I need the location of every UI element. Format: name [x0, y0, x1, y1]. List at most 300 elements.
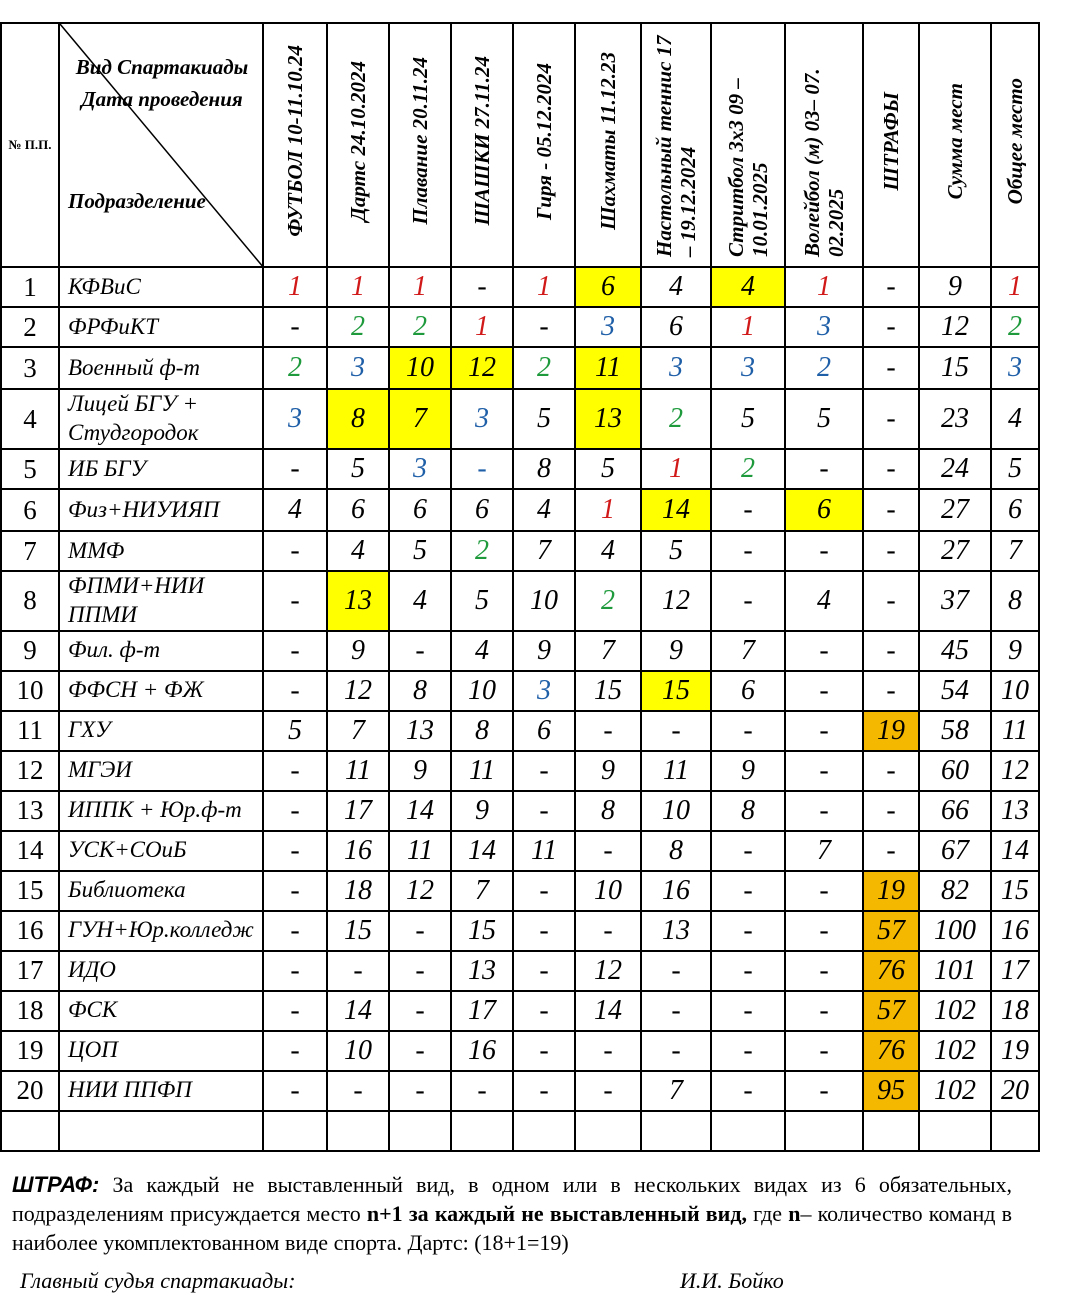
place-cell: - — [513, 951, 575, 991]
empty-cell — [919, 1111, 991, 1151]
place-cell: - — [263, 631, 327, 671]
place-cell: 9 — [991, 631, 1039, 671]
place-cell: 15 — [575, 671, 641, 711]
place-cell: - — [327, 951, 389, 991]
place-cell: 3 — [991, 347, 1039, 389]
place-cell: - — [263, 951, 327, 991]
place-cell: - — [785, 751, 863, 791]
place-cell: 4 — [263, 489, 327, 531]
place-cell: 6 — [641, 307, 711, 347]
place-cell: 14 — [327, 991, 389, 1031]
place-cell: - — [785, 991, 863, 1031]
table-row — [1, 671, 1039, 711]
place-cell: 2 — [641, 389, 711, 449]
place-cell: 3 — [575, 307, 641, 347]
place-cell: 19 — [863, 871, 919, 911]
place-cell: 76 — [863, 1031, 919, 1071]
place-cell: 17 — [327, 791, 389, 831]
place-cell: 7 — [711, 631, 785, 671]
row-number: 4 — [1, 389, 59, 449]
corner-header — [59, 23, 263, 267]
place-cell: 4 — [575, 531, 641, 571]
place-cell: 5 — [513, 389, 575, 449]
place-cell: 13 — [327, 571, 389, 631]
place-cell: 7 — [451, 871, 513, 911]
place-cell: - — [711, 831, 785, 871]
penalty-text-2: где — [746, 1201, 789, 1226]
place-cell: 11 — [991, 711, 1039, 751]
place-cell: 12 — [451, 347, 513, 389]
unit-name: МГЭИ — [59, 751, 263, 791]
unit-name: НИИ ППФП — [59, 1071, 263, 1111]
place-cell: - — [451, 449, 513, 489]
row-number: 16 — [1, 911, 59, 951]
place-cell: 13 — [991, 791, 1039, 831]
place-cell: - — [263, 791, 327, 831]
place-cell: 20 — [991, 1071, 1039, 1111]
place-cell: - — [513, 791, 575, 831]
place-cell: 2 — [711, 449, 785, 489]
place-cell: - — [711, 711, 785, 751]
place-cell: 14 — [451, 831, 513, 871]
sport-header: Шахматы 11.12.23 — [575, 23, 641, 267]
place-cell: 3 — [641, 347, 711, 389]
place-cell: 7 — [327, 711, 389, 751]
sport-header: Настольный теннис 17 – 19.12.2024 — [641, 23, 711, 267]
place-cell: - — [513, 911, 575, 951]
row-number: 8 — [1, 571, 59, 631]
place-cell: 100 — [919, 911, 991, 951]
table-row — [1, 1031, 1039, 1071]
place-cell: 12 — [389, 871, 451, 911]
place-cell: - — [513, 1071, 575, 1111]
place-cell: 4 — [785, 571, 863, 631]
place-cell: - — [711, 951, 785, 991]
place-cell: 1 — [641, 449, 711, 489]
place-cell: 8 — [641, 831, 711, 871]
empty-cell — [785, 1111, 863, 1151]
place-cell: 4 — [513, 489, 575, 531]
unit-name: ФПМИ+НИИ ППМИ — [59, 571, 263, 631]
empty-cell — [641, 1111, 711, 1151]
place-cell: 11 — [389, 831, 451, 871]
place-cell: - — [863, 571, 919, 631]
sport-header: ШАШКИ 27.11.24 — [451, 23, 513, 267]
unit-name: ИДО — [59, 951, 263, 991]
place-cell: 67 — [919, 831, 991, 871]
place-cell: 9 — [711, 751, 785, 791]
unit-name: Фил. ф-т — [59, 631, 263, 671]
place-cell: 2 — [785, 347, 863, 389]
place-cell: 15 — [641, 671, 711, 711]
place-cell: 8 — [711, 791, 785, 831]
penalty-text-1: За каждый не выставленный вид, в одном или в нескольких видах из 6 обязательных, подразделениям присуждается место — [12, 1172, 1012, 1226]
place-cell: 4 — [991, 389, 1039, 449]
table-row — [1, 571, 1039, 631]
row-number: 6 — [1, 489, 59, 531]
empty-cell — [513, 1111, 575, 1151]
table-row — [1, 711, 1039, 751]
place-cell: - — [863, 531, 919, 571]
unit-name: ФСК — [59, 991, 263, 1031]
place-cell: - — [641, 1031, 711, 1071]
place-cell: 15 — [451, 911, 513, 951]
place-cell: - — [451, 267, 513, 307]
empty-cell — [1, 1111, 59, 1151]
row-number: 13 — [1, 791, 59, 831]
place-cell: - — [863, 671, 919, 711]
place-cell: - — [785, 449, 863, 489]
row-number: 1 — [1, 267, 59, 307]
place-cell: 18 — [327, 871, 389, 911]
unit-name: ГХУ — [59, 711, 263, 751]
place-cell: 13 — [575, 389, 641, 449]
place-cell: - — [711, 871, 785, 911]
table-row — [1, 751, 1039, 791]
place-cell: 4 — [641, 267, 711, 307]
place-cell: 54 — [919, 671, 991, 711]
place-cell: 9 — [575, 751, 641, 791]
row-number: 3 — [1, 347, 59, 389]
place-cell: 11 — [327, 751, 389, 791]
row-number: 19 — [1, 1031, 59, 1071]
row-number: 11 — [1, 711, 59, 751]
penalty-text-bold: n+1 за каждый не выставленный вид, — [366, 1201, 747, 1226]
row-number: 17 — [1, 951, 59, 991]
place-cell: 19 — [991, 1031, 1039, 1071]
place-cell: 3 — [451, 389, 513, 449]
table-row — [1, 347, 1039, 389]
place-cell: 66 — [919, 791, 991, 831]
place-cell: 10 — [991, 671, 1039, 711]
row-number: 15 — [1, 871, 59, 911]
place-cell: - — [263, 307, 327, 347]
place-cell: - — [575, 831, 641, 871]
place-cell: 17 — [451, 991, 513, 1031]
place-cell: 12 — [991, 751, 1039, 791]
place-cell: 8 — [327, 389, 389, 449]
place-cell: - — [785, 911, 863, 951]
place-cell: 1 — [575, 489, 641, 531]
penalty-note — [12, 1170, 1012, 1257]
place-cell: 37 — [919, 571, 991, 631]
place-cell: 102 — [919, 1071, 991, 1111]
table-row — [1, 951, 1039, 991]
place-cell: 18 — [991, 991, 1039, 1031]
place-cell: 9 — [641, 631, 711, 671]
unit-name: КФВиС — [59, 267, 263, 307]
place-cell: 6 — [991, 489, 1039, 531]
sport-header: Стритбол 3х3 09 – 10.01.2025 — [711, 23, 785, 267]
place-cell: 3 — [513, 671, 575, 711]
corner-bottom-label: Подразделение — [68, 189, 206, 213]
place-cell: 5 — [785, 389, 863, 449]
sport-header: Волейбол (м) 03– 07. 02.2025 — [785, 23, 863, 267]
place-cell: 10 — [389, 347, 451, 389]
place-cell: 2 — [513, 347, 575, 389]
place-cell: 14 — [575, 991, 641, 1031]
place-cell: 7 — [785, 831, 863, 871]
place-cell: 45 — [919, 631, 991, 671]
place-cell: 27 — [919, 531, 991, 571]
empty-cell — [863, 1111, 919, 1151]
table-row — [1, 307, 1039, 347]
place-cell: 11 — [451, 751, 513, 791]
place-cell: 1 — [785, 267, 863, 307]
place-cell: 5 — [451, 571, 513, 631]
place-cell: 4 — [451, 631, 513, 671]
empty-cell — [327, 1111, 389, 1151]
unit-name: ММФ — [59, 531, 263, 571]
place-cell: - — [785, 711, 863, 751]
place-cell: 23 — [919, 389, 991, 449]
place-cell: 13 — [389, 711, 451, 751]
place-cell: 12 — [641, 571, 711, 631]
place-cell: 3 — [263, 389, 327, 449]
table-row — [1, 791, 1039, 831]
table-row — [1, 871, 1039, 911]
place-cell: 13 — [641, 911, 711, 951]
sum-header: Сумма мест — [919, 23, 991, 267]
place-cell: 2 — [263, 347, 327, 389]
empty-cell — [711, 1111, 785, 1151]
table-row — [1, 489, 1039, 531]
unit-name: Библиотека — [59, 871, 263, 911]
place-cell: 2 — [575, 571, 641, 631]
place-cell: - — [263, 571, 327, 631]
place-cell: 6 — [575, 267, 641, 307]
place-cell: 11 — [513, 831, 575, 871]
place-cell: - — [863, 347, 919, 389]
place-cell: 13 — [451, 951, 513, 991]
place-cell: 10 — [451, 671, 513, 711]
place-cell: 6 — [327, 489, 389, 531]
place-cell: 9 — [513, 631, 575, 671]
place-cell: 9 — [389, 751, 451, 791]
place-cell: 8 — [991, 571, 1039, 631]
table-row — [1, 267, 1039, 307]
place-cell: 58 — [919, 711, 991, 751]
place-cell: - — [389, 991, 451, 1031]
place-cell: 6 — [389, 489, 451, 531]
row-number: 10 — [1, 671, 59, 711]
place-cell: 10 — [513, 571, 575, 631]
row-number: 18 — [1, 991, 59, 1031]
results-table — [0, 22, 1040, 1152]
place-cell: 4 — [327, 531, 389, 571]
place-cell: - — [513, 751, 575, 791]
place-cell: 14 — [641, 489, 711, 531]
place-cell: 1 — [513, 267, 575, 307]
place-cell: 11 — [575, 347, 641, 389]
place-cell: - — [863, 791, 919, 831]
place-cell: - — [863, 831, 919, 871]
place-cell: - — [785, 671, 863, 711]
place-cell: - — [711, 531, 785, 571]
place-cell: 57 — [863, 991, 919, 1031]
place-cell: - — [513, 1031, 575, 1071]
place-cell: 57 — [863, 911, 919, 951]
place-cell: - — [711, 911, 785, 951]
unit-name: ЦОП — [59, 1031, 263, 1071]
place-cell: - — [263, 1071, 327, 1111]
unit-name: ИБ БГУ — [59, 449, 263, 489]
penalty-text-3: – количество команд в наиболее укомплектованном виде спорта. Дартс: (18+1=19) — [12, 1201, 1012, 1255]
place-cell: 6 — [513, 711, 575, 751]
table-row — [1, 831, 1039, 871]
place-cell: 12 — [327, 671, 389, 711]
footer-signature — [20, 1268, 1060, 1293]
place-cell: - — [641, 991, 711, 1031]
sport-header: Гиря - 05.12.2024 — [513, 23, 575, 267]
penalty-label: ШТРАФ: — [12, 1172, 100, 1197]
place-cell: 3 — [785, 307, 863, 347]
empty-cell — [59, 1111, 263, 1151]
place-cell: - — [785, 1031, 863, 1071]
place-cell: - — [711, 489, 785, 531]
sport-header: ФУТБОЛ 10-11.10.24 — [263, 23, 327, 267]
row-number: 12 — [1, 751, 59, 791]
place-cell: 19 — [863, 711, 919, 751]
place-cell: 8 — [575, 791, 641, 831]
place-cell: 10 — [575, 871, 641, 911]
unit-name: УСК+СОиБ — [59, 831, 263, 871]
place-cell: 16 — [327, 831, 389, 871]
place-cell: 7 — [513, 531, 575, 571]
table-row — [1, 991, 1039, 1031]
place-cell: 2 — [991, 307, 1039, 347]
place-cell: 4 — [389, 571, 451, 631]
place-cell: 15 — [327, 911, 389, 951]
place-cell: - — [711, 991, 785, 1031]
place-cell: 102 — [919, 991, 991, 1031]
sport-header: Дартс 24.10.2024 — [327, 23, 389, 267]
place-cell: - — [863, 751, 919, 791]
place-cell: - — [263, 751, 327, 791]
place-cell: - — [389, 951, 451, 991]
place-cell: 12 — [919, 307, 991, 347]
place-cell: 2 — [389, 307, 451, 347]
empty-cell — [575, 1111, 641, 1151]
place-cell: - — [575, 1031, 641, 1071]
place-cell: 15 — [991, 871, 1039, 911]
place-cell: - — [389, 1031, 451, 1071]
empty-row — [1, 1111, 1039, 1151]
place-cell: 5 — [711, 389, 785, 449]
place-cell: - — [641, 711, 711, 751]
place-cell: 4 — [711, 267, 785, 307]
place-cell: 60 — [919, 751, 991, 791]
penalty-header: ШТРАФЫ — [863, 23, 919, 267]
table-row — [1, 1071, 1039, 1111]
place-cell: 16 — [641, 871, 711, 911]
place-cell: 24 — [919, 449, 991, 489]
place-cell: 8 — [451, 711, 513, 751]
footer-right: И.И. Бойко — [680, 1268, 784, 1293]
place-cell: - — [263, 1031, 327, 1071]
unit-name: ФФСН + ФЖ — [59, 671, 263, 711]
place-cell: 15 — [919, 347, 991, 389]
table-row — [1, 631, 1039, 671]
place-cell: 95 — [863, 1071, 919, 1111]
place-cell: 6 — [711, 671, 785, 711]
place-cell: 3 — [711, 347, 785, 389]
penalty-text-n: n — [788, 1201, 801, 1226]
place-cell: - — [513, 991, 575, 1031]
place-cell: - — [785, 791, 863, 831]
place-cell: 82 — [919, 871, 991, 911]
place-cell: 8 — [513, 449, 575, 489]
place-cell: 10 — [327, 1031, 389, 1071]
place-cell: - — [575, 1071, 641, 1111]
row-number: 2 — [1, 307, 59, 347]
place-cell: 12 — [575, 951, 641, 991]
table-row — [1, 389, 1039, 449]
place-cell: 5 — [389, 531, 451, 571]
place-cell: - — [863, 631, 919, 671]
unit-name: Физ+НИУИЯП — [59, 489, 263, 531]
place-cell: - — [451, 1071, 513, 1111]
place-cell: - — [641, 951, 711, 991]
place-cell: - — [263, 531, 327, 571]
corner-top-label: Вид Спартакиады Дата проведения — [75, 55, 249, 111]
place-cell: 1 — [451, 307, 513, 347]
place-cell: 5 — [263, 711, 327, 751]
row-number: 7 — [1, 531, 59, 571]
place-cell: 1 — [389, 267, 451, 307]
table-row — [1, 449, 1039, 489]
place-cell: - — [263, 671, 327, 711]
place-cell: 9 — [327, 631, 389, 671]
place-cell: 102 — [919, 1031, 991, 1071]
place-cell: - — [327, 1071, 389, 1111]
place-cell: 1 — [263, 267, 327, 307]
place-cell: - — [263, 871, 327, 911]
place-cell: 7 — [991, 531, 1039, 571]
place-cell: 101 — [919, 951, 991, 991]
row-number: 5 — [1, 449, 59, 489]
footer-left: Главный судья спартакиады: — [20, 1268, 296, 1293]
place-cell: 3 — [389, 449, 451, 489]
place-cell: 7 — [641, 1071, 711, 1111]
place-cell: 10 — [641, 791, 711, 831]
place-cell: 11 — [641, 751, 711, 791]
place-cell: - — [389, 911, 451, 951]
place-cell: - — [263, 991, 327, 1031]
place-cell: 76 — [863, 951, 919, 991]
unit-name: ГУН+Юр.колледж — [59, 911, 263, 951]
empty-cell — [263, 1111, 327, 1151]
place-cell: - — [863, 307, 919, 347]
place-cell: 5 — [327, 449, 389, 489]
place-cell: 5 — [641, 531, 711, 571]
place-cell: 16 — [991, 911, 1039, 951]
place-cell: - — [863, 489, 919, 531]
overall-header: Общее место — [991, 23, 1039, 267]
place-cell: - — [711, 571, 785, 631]
place-cell: 5 — [575, 449, 641, 489]
place-cell: 14 — [991, 831, 1039, 871]
place-cell: 6 — [451, 489, 513, 531]
place-cell: 17 — [991, 951, 1039, 991]
num-header: № П.П. — [1, 23, 59, 267]
row-number: 14 — [1, 831, 59, 871]
place-cell: 7 — [575, 631, 641, 671]
unit-name: Военный ф-т — [59, 347, 263, 389]
place-cell: 14 — [389, 791, 451, 831]
place-cell: 1 — [991, 267, 1039, 307]
place-cell: - — [575, 911, 641, 951]
